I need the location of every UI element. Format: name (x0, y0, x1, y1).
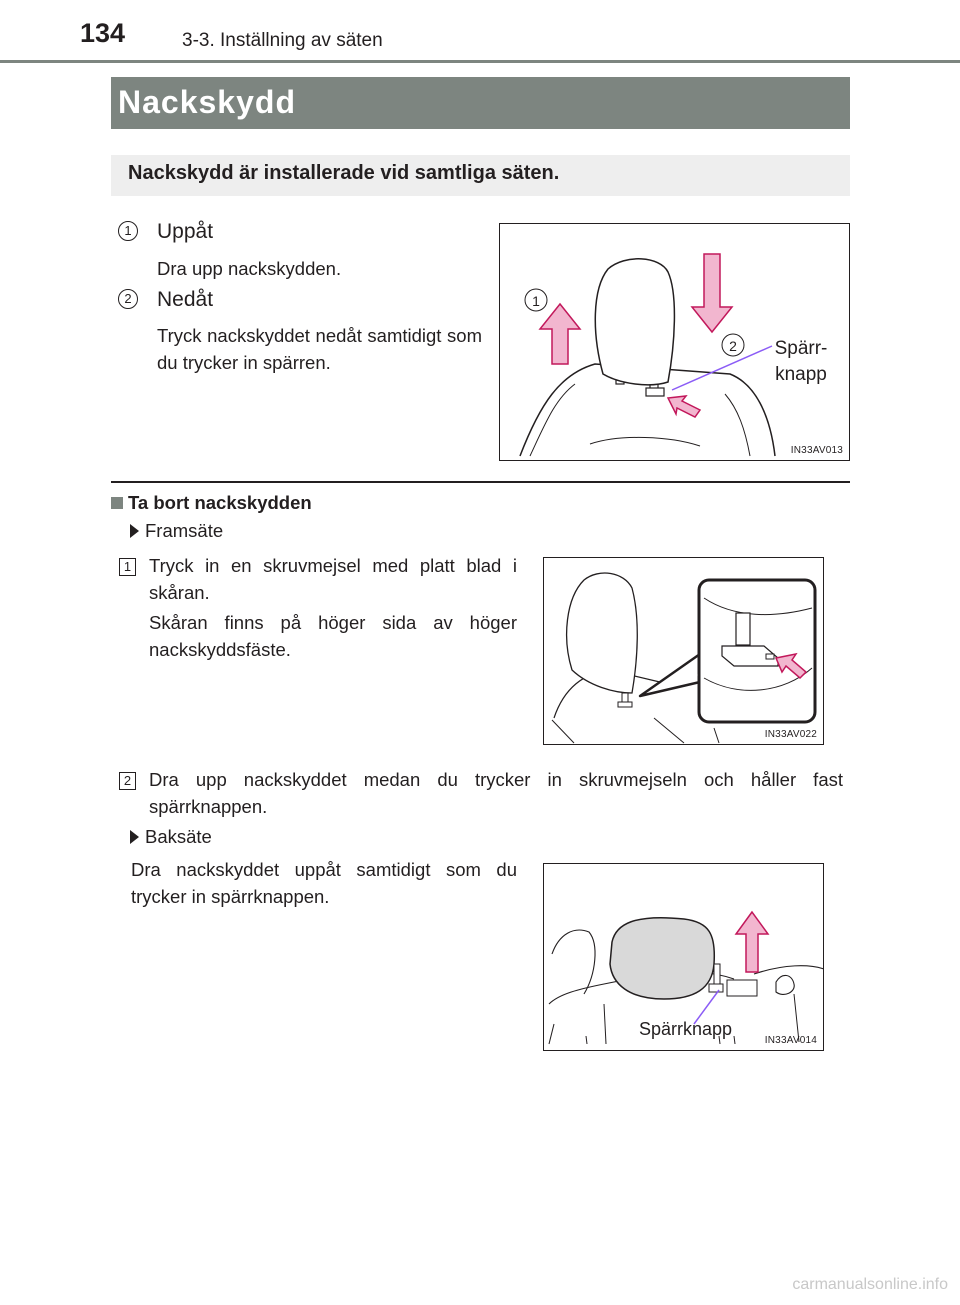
chapter-title: 3-3. Inställning av säten (182, 30, 383, 51)
figure-code: IN33AV022 (764, 729, 817, 740)
down-arrow-icon (692, 254, 732, 332)
item-number-badge: 2 (118, 289, 138, 309)
square-bullet-icon (111, 497, 123, 509)
push-arrow-icon (668, 396, 700, 417)
triangle-bullet-icon (130, 524, 139, 538)
step-number-badge: 2 (119, 772, 136, 790)
watermark: carmanualsonline.info (792, 1276, 948, 1293)
item-number-badge: 1 (118, 221, 138, 241)
item-title-down: Nedåt (157, 288, 214, 311)
front-step1-text: Tryck in en skruvmejsel med platt blad i skåran. (149, 555, 517, 603)
removal-heading (111, 492, 312, 514)
figure-code: IN33AV013 (790, 445, 843, 456)
figure-rear-seat (543, 863, 824, 1051)
item-text-up: Dra upp nackskydden. (157, 258, 342, 279)
item-title-up: Uppåt (157, 220, 214, 243)
item-text-down: Tryck nackskyddet nedåt samtidigt som du trycker in spärren. (157, 325, 482, 373)
step-number-badge: 1 (119, 558, 136, 576)
front-seat-text: Framsäte (145, 520, 224, 541)
figure-callout-2: 2 (729, 338, 737, 354)
section-title: Nackskydd (118, 84, 296, 120)
front-seat-slot-illustration (544, 558, 824, 745)
page-number: 134 (80, 18, 126, 48)
section-divider (111, 481, 850, 483)
figure-label-line2: knapp (775, 364, 827, 385)
removal-heading-text: Ta bort nackskydden (128, 492, 312, 513)
figure-callout-1: 1 (532, 293, 540, 309)
figure-label-line1: Spärr- (774, 338, 828, 359)
summary-text: Nackskydd är installerade vid samtliga säten. (128, 162, 560, 184)
figure-code: IN33AV014 (764, 1035, 817, 1046)
front-step1-note: Skåran finns på höger sida av höger nackskyddsfäste. (149, 612, 517, 660)
front-step2-text: Dra upp nackskyddet medan du trycker in skruvmejseln och håller fast spärrknappen. (149, 769, 843, 817)
figure-front-seat-slot (543, 557, 824, 745)
header-rule (0, 60, 960, 63)
up-arrow-icon (736, 912, 768, 972)
rear-seat-label (130, 826, 212, 848)
rear-seat-text-body: Dra nackskyddet uppåt samtidigt som du trycker in spärrknappen. (131, 859, 517, 907)
triangle-bullet-icon (130, 830, 139, 844)
rear-seat-text: Baksäte (145, 826, 212, 847)
figure-headrest-adjust (499, 223, 850, 461)
front-seat-label (130, 520, 223, 542)
figure-label-lock-button: Spärrknapp (638, 1019, 733, 1039)
